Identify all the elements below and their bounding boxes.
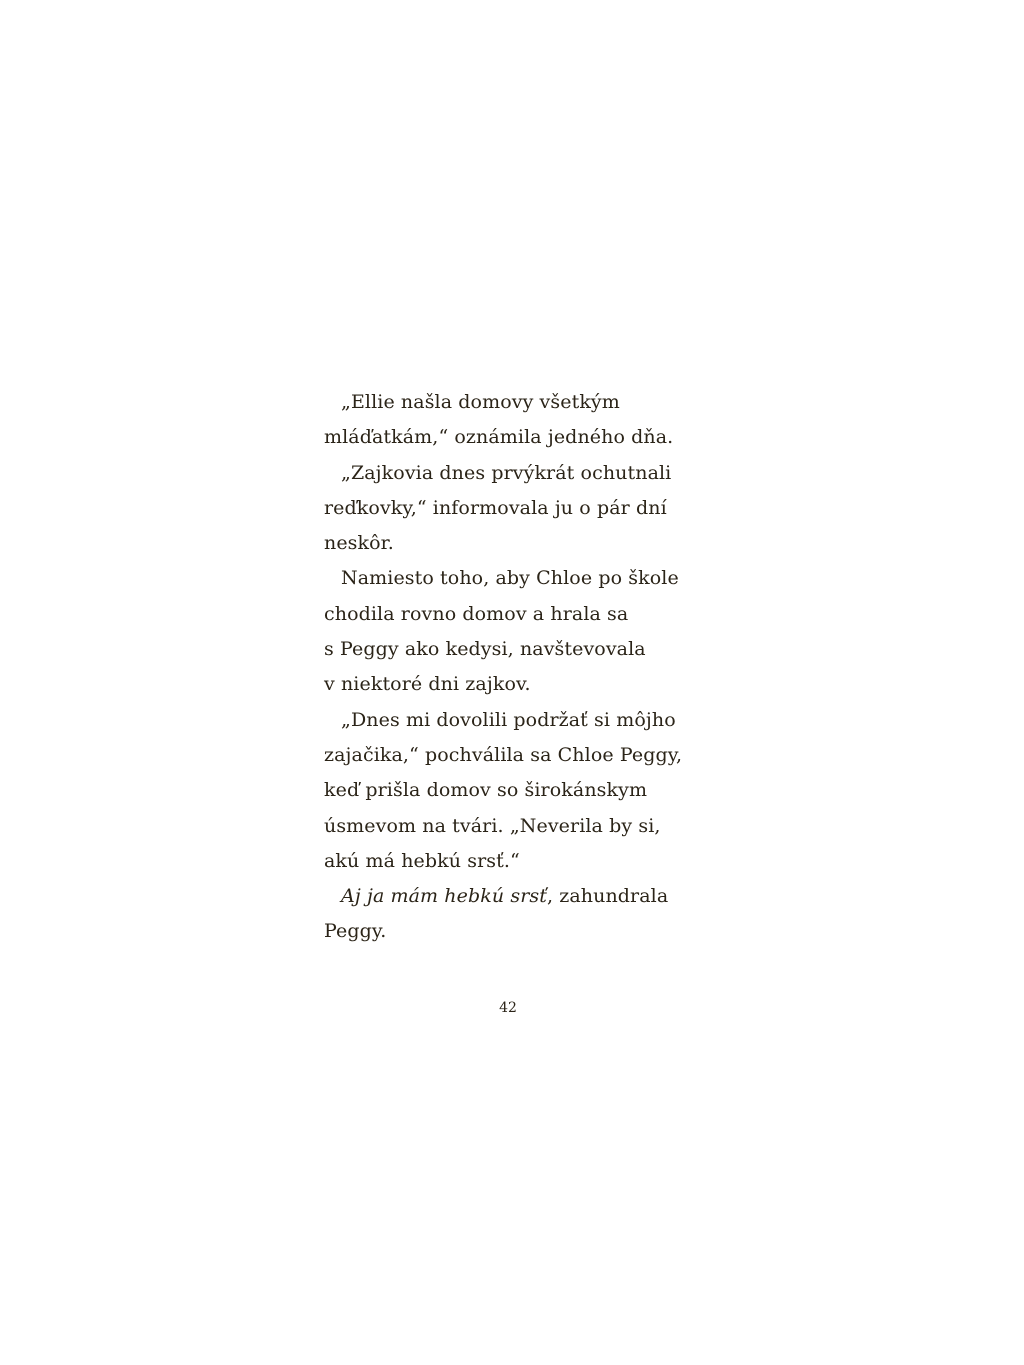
text-line: Peggy.	[324, 920, 387, 943]
text-line: neskôr.	[324, 532, 394, 555]
paragraph-2	[324, 456, 704, 562]
text-line: Namiesto toho, aby Chloe po škole	[341, 567, 679, 590]
text-line: akú má hebkú srsť.“	[324, 849, 520, 872]
paragraph-1	[324, 385, 704, 456]
text-line: reďkovky,“ informovala ju o pár dní	[324, 496, 667, 519]
text-line: „Ellie našla domovy všetkým	[341, 391, 620, 413]
paragraph-5	[324, 879, 704, 950]
text-line: „Dnes mi dovolili podržať si môjho	[341, 708, 676, 731]
body-text	[324, 385, 704, 950]
text-line: mláďatkám,“ oznámila jedného dňa.	[324, 426, 674, 449]
text-line	[324, 879, 704, 914]
page-number: 42	[499, 1000, 517, 1016]
text-line: zajačika,“ pochválila sa Chloe Peggy,	[324, 743, 683, 766]
text-segment: , zahundrala	[546, 885, 669, 908]
paragraph-3	[324, 561, 704, 702]
paragraph-4	[324, 703, 704, 879]
italic-thought: Aj ja mám hebkú srsť	[341, 885, 547, 908]
text-line: úsmevom na tvári. „Neverila by si,	[324, 814, 661, 837]
text-line: chodila rovno domov a hrala sa	[324, 602, 629, 625]
text-line: s Peggy ako kedysi, navštevovala	[324, 638, 646, 661]
text-line: „Zajkovia dnes prvýkrát ochutnali	[341, 461, 672, 484]
text-line: v niektoré dni zajkov.	[324, 673, 531, 696]
text-line: keď prišla domov so širokánskym	[324, 779, 648, 802]
